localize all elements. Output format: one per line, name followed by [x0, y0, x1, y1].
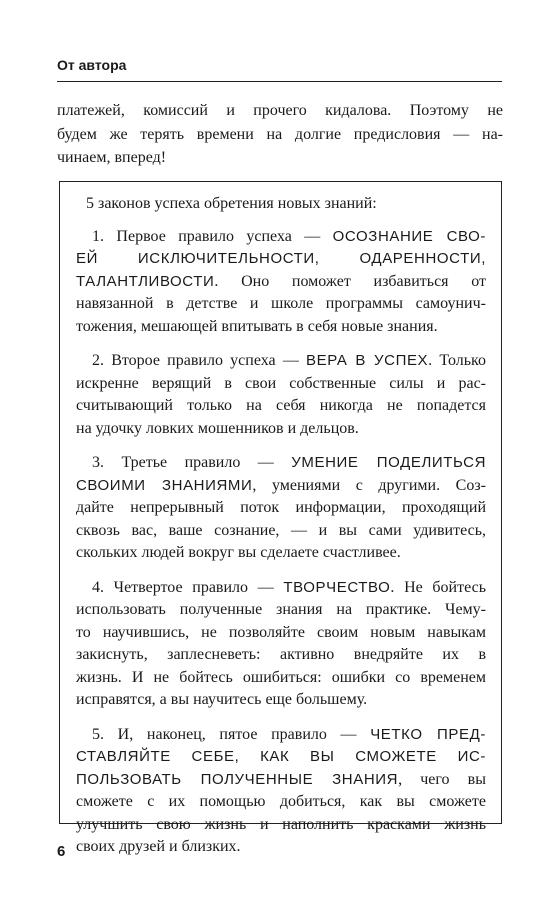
rule-text: 1. Первое правило успеха — — [92, 227, 333, 245]
rule-paragraph — [76, 577, 486, 712]
rule-emphasis: СТАВЛЯЙТЕ СЕБЕ, КАК ВЫ СМОЖЕТЕ ИС- — [76, 748, 486, 765]
rule-text: , чего вы — [398, 770, 486, 788]
rule-text: навязанной в детстве и школе программы самоунич- — [76, 295, 486, 312]
rules-list — [76, 226, 486, 859]
header-divider — [57, 81, 502, 82]
rule-text: исправятся, а вы научитесь еще большему. — [76, 691, 368, 708]
lead-paragraph — [57, 99, 503, 170]
rule-line — [76, 497, 486, 520]
lead-line: платежей, комиссий и прочего кидалова. Поэтому не — [57, 102, 503, 119]
rule-line — [76, 271, 486, 294]
rule-text: дайте непрерывный поток информации, проходящий — [76, 499, 486, 516]
rules-box-content — [76, 193, 486, 871]
rule-line — [76, 667, 486, 690]
lead-line: чинаем, вперед! — [57, 149, 167, 166]
rule-text: . Оно поможет избавиться от — [214, 272, 486, 290]
rule-line — [76, 599, 486, 622]
running-head: От автора — [57, 57, 127, 73]
rule-text: искренне верящий в свои собственные силы и рас- — [76, 374, 486, 392]
rule-line — [76, 316, 486, 339]
rule-text: 4. Четвертое правило — — [92, 578, 284, 596]
rule-paragraph — [76, 226, 486, 339]
rules-box — [59, 181, 502, 855]
rule-text: улучшить свою жизнь и наполнить красками жизнь — [76, 815, 486, 833]
rule-text: жизнь. И не бойтесь ошибиться: ошибки со временем — [76, 668, 486, 686]
rule-emphasis: ТАЛАНТЛИВОСТИ — [76, 272, 215, 290]
rule-text: . Только — [428, 352, 486, 369]
rule-emphasis: УМЕНИЕ ПОДЕЛИТЬСЯ — [291, 454, 487, 471]
rule-emphasis: ЧЕТКО ПРЕД- — [370, 725, 486, 743]
rule-text: на удочку ловких мошенников и дельцов. — [76, 419, 359, 437]
page-number: 6 — [57, 843, 66, 860]
rule-text: . Не бойтесь — [390, 578, 487, 596]
rule-emphasis: СВОИМИ ЗНАНИЯМИ — [76, 476, 253, 494]
rule-line — [76, 577, 486, 600]
rule-text: 5. И, наконец, пятое правило — — [92, 725, 371, 743]
rule-emphasis: ПОЛЬЗОВАТЬ ПОЛУЧЕННЫЕ ЗНАНИЯ — [76, 770, 399, 788]
rule-line — [76, 814, 486, 837]
rule-line — [76, 452, 486, 475]
rule-line — [76, 248, 486, 271]
rule-paragraph — [76, 724, 486, 859]
rule-line — [76, 689, 486, 712]
rule-emphasis: ВЕРА В УСПЕХ — [306, 352, 429, 369]
rule-line — [76, 769, 486, 792]
rule-text: 3. Третье правило — — [92, 454, 292, 471]
rule-line — [76, 373, 486, 396]
rule-text: закиснуть, заплесневеть: активно внедряйте их в — [76, 646, 486, 663]
rule-line — [76, 791, 486, 814]
rule-line — [76, 836, 486, 859]
rule-text: считывающий только на себя никогда не попадется — [76, 397, 486, 414]
rule-line — [76, 226, 486, 249]
rule-text: 2. Второе правило успеха — — [92, 352, 307, 369]
rule-text: скольких людей вокруг вы сделаете счастливее. — [76, 544, 401, 561]
rules-intro: 5 законов успеха обретения новых знаний: — [86, 195, 377, 212]
rule-text: сквозь вас, ваше сознание, — и вы сами удивитесь, — [76, 521, 486, 539]
rule-text: то научившись, не позволяйте своим новым навыкам — [76, 623, 486, 641]
rule-line — [76, 644, 486, 667]
rule-line — [76, 724, 486, 747]
rule-line — [76, 542, 486, 565]
rule-emphasis: ОСОЗНАНИЕ СВО- — [332, 227, 486, 245]
rule-line — [76, 293, 486, 316]
rule-line — [76, 395, 486, 418]
lead-line: будем же терять времени на долгие предисловия — на- — [57, 125, 503, 143]
rule-line — [76, 475, 486, 498]
rule-line — [76, 746, 486, 769]
rule-line — [76, 418, 486, 441]
rule-emphasis: ТВОРЧЕСТВО — [283, 578, 391, 596]
rule-emphasis: ЕЙ ИСКЛЮЧИТЕЛЬНОСТИ, ОДАРЕННОСТИ, — [76, 250, 486, 267]
rule-text: , умениями с другими. Соз- — [252, 476, 486, 494]
rule-text: сможете с их помощью добиться, как вы сможете — [76, 793, 486, 810]
rule-line — [76, 350, 486, 373]
rule-text: тожения, мешающей впитывать в себя новые знания. — [76, 317, 438, 335]
rule-text: своих друзей и близких. — [76, 838, 241, 855]
rule-line — [76, 520, 486, 543]
rule-paragraph — [76, 350, 486, 440]
rule-text: использовать полученные знания на практике. Чему- — [76, 601, 486, 618]
rule-paragraph — [76, 452, 486, 565]
rule-line — [76, 622, 486, 645]
